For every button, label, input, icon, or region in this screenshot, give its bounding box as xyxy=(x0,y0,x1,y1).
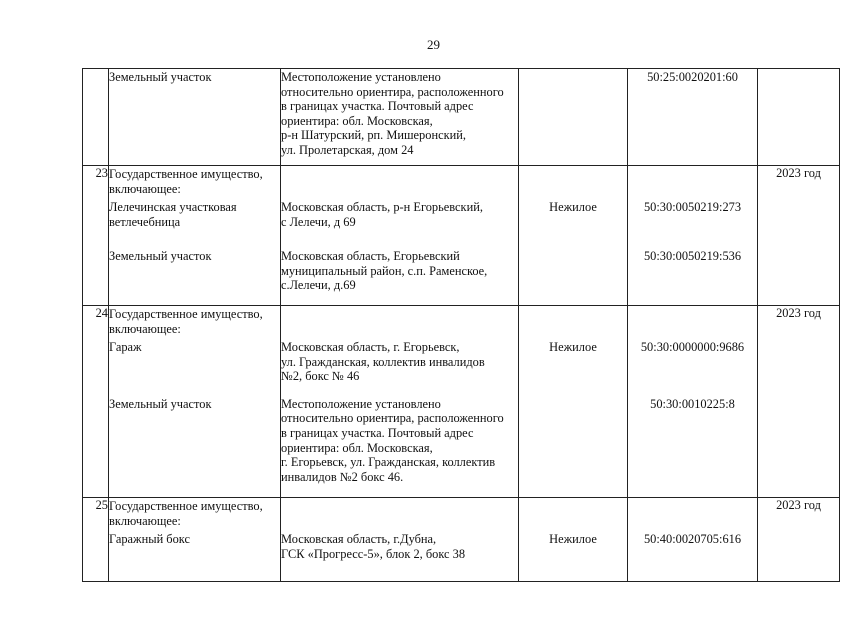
cadastral-cell xyxy=(628,166,758,306)
table-row xyxy=(83,166,840,306)
object-name-cell xyxy=(109,166,281,306)
location-line: ориентира: обл. Московская, xyxy=(281,440,433,455)
year-value: 2023 год xyxy=(758,166,840,306)
location-line: ул. Гражданская, коллектив инвалидов xyxy=(281,354,485,369)
group-header: включающее: xyxy=(109,513,181,528)
object-name: Гараж xyxy=(109,340,142,355)
group-header: Государственное имущество, xyxy=(109,307,263,321)
cadastral-number: 50:30:0000000:9686 xyxy=(640,340,745,354)
object-name: Земельный участок xyxy=(109,396,212,411)
cadastral-number: 50:30:0050219:273 xyxy=(643,200,742,214)
object-name-cell xyxy=(109,69,281,166)
year-value: 2023 год xyxy=(758,306,840,498)
location-line: Московская область, Егорьевский xyxy=(281,249,460,264)
property-table xyxy=(82,68,840,582)
location-line: муниципальный район, с.п. Раменское, xyxy=(281,263,488,278)
purpose-value: Нежилое xyxy=(549,340,597,354)
purpose-cell xyxy=(519,498,628,582)
group-header: включающее: xyxy=(109,181,181,196)
cadastral-cell xyxy=(628,306,758,498)
location-line: р-н Шатурский, рп. Мишеронский, xyxy=(281,128,466,143)
table-row xyxy=(83,69,840,166)
location-line: г. Егорьевск, ул. Гражданская, коллектив xyxy=(281,455,496,470)
object-name: ветлечебница xyxy=(109,214,181,229)
location-line: относительно ориентира, расположенного xyxy=(281,411,504,426)
location-line: ориентира: обл. Московская, xyxy=(281,113,433,128)
cadastral-number: 50:25:0020201:60 xyxy=(647,70,738,84)
object-name-cell xyxy=(109,306,281,498)
object-name: Земельный участок xyxy=(109,249,212,264)
location-line: инвалидов №2 бокс 46. xyxy=(281,469,404,484)
location-line: в границах участка. Почтовый адрес xyxy=(281,99,474,114)
location-line: в границах участка. Почтовый адрес xyxy=(281,425,474,440)
group-header: Государственное имущество, xyxy=(109,499,263,513)
group-header: включающее: xyxy=(109,321,181,336)
location-cell xyxy=(281,306,519,498)
cadastral-cell xyxy=(628,498,758,582)
purpose-value: Нежилое xyxy=(549,200,597,214)
table-row xyxy=(83,498,840,582)
location-cell xyxy=(281,166,519,306)
location-line: Московская область, г. Егорьевск, xyxy=(281,340,460,354)
location-line: Местоположение установлено xyxy=(281,70,441,84)
row-number: 25 xyxy=(83,498,109,582)
year-cell xyxy=(758,69,840,166)
object-name: Гаражный бокс xyxy=(109,532,191,547)
location-cell xyxy=(281,498,519,582)
location-cell xyxy=(281,69,519,166)
location-line: Московская область, р-н Егорьевский, xyxy=(281,200,483,214)
row-number: 24 xyxy=(83,306,109,498)
object-name: Земельный участок xyxy=(109,70,212,84)
cadastral-cell xyxy=(628,69,758,166)
object-name: Лелечинская участковая xyxy=(109,200,237,215)
location-line: Местоположение установлено xyxy=(281,396,441,411)
location-line: с Лелечи, д 69 xyxy=(281,214,356,229)
year-value: 2023 год xyxy=(758,498,840,582)
location-line: Московская область, г.Дубна, xyxy=(281,532,437,546)
location-line: №2, бокс № 46 xyxy=(281,369,360,384)
row-number-cell xyxy=(83,69,109,166)
row-number: 23 xyxy=(83,166,109,306)
purpose-cell xyxy=(519,166,628,306)
purpose-value: Нежилое xyxy=(549,532,597,546)
purpose-cell xyxy=(519,69,628,166)
location-line: ГСК «Прогресс-5», блок 2, бокс 38 xyxy=(281,546,466,561)
cadastral-number: 50:30:0010225:8 xyxy=(650,396,735,411)
object-name-cell xyxy=(109,498,281,582)
page-number: 29 xyxy=(427,37,440,52)
location-line: относительно ориентира, расположенного xyxy=(281,84,504,99)
cadastral-number: 50:40:0020705:616 xyxy=(643,532,742,546)
location-line: ул. Пролетарская, дом 24 xyxy=(281,142,414,157)
purpose-cell xyxy=(519,306,628,498)
location-line: с.Лелечи, д.69 xyxy=(281,278,356,293)
table-row xyxy=(83,306,840,498)
group-header: Государственное имущество, xyxy=(109,167,263,181)
cadastral-number: 50:30:0050219:536 xyxy=(643,248,742,263)
